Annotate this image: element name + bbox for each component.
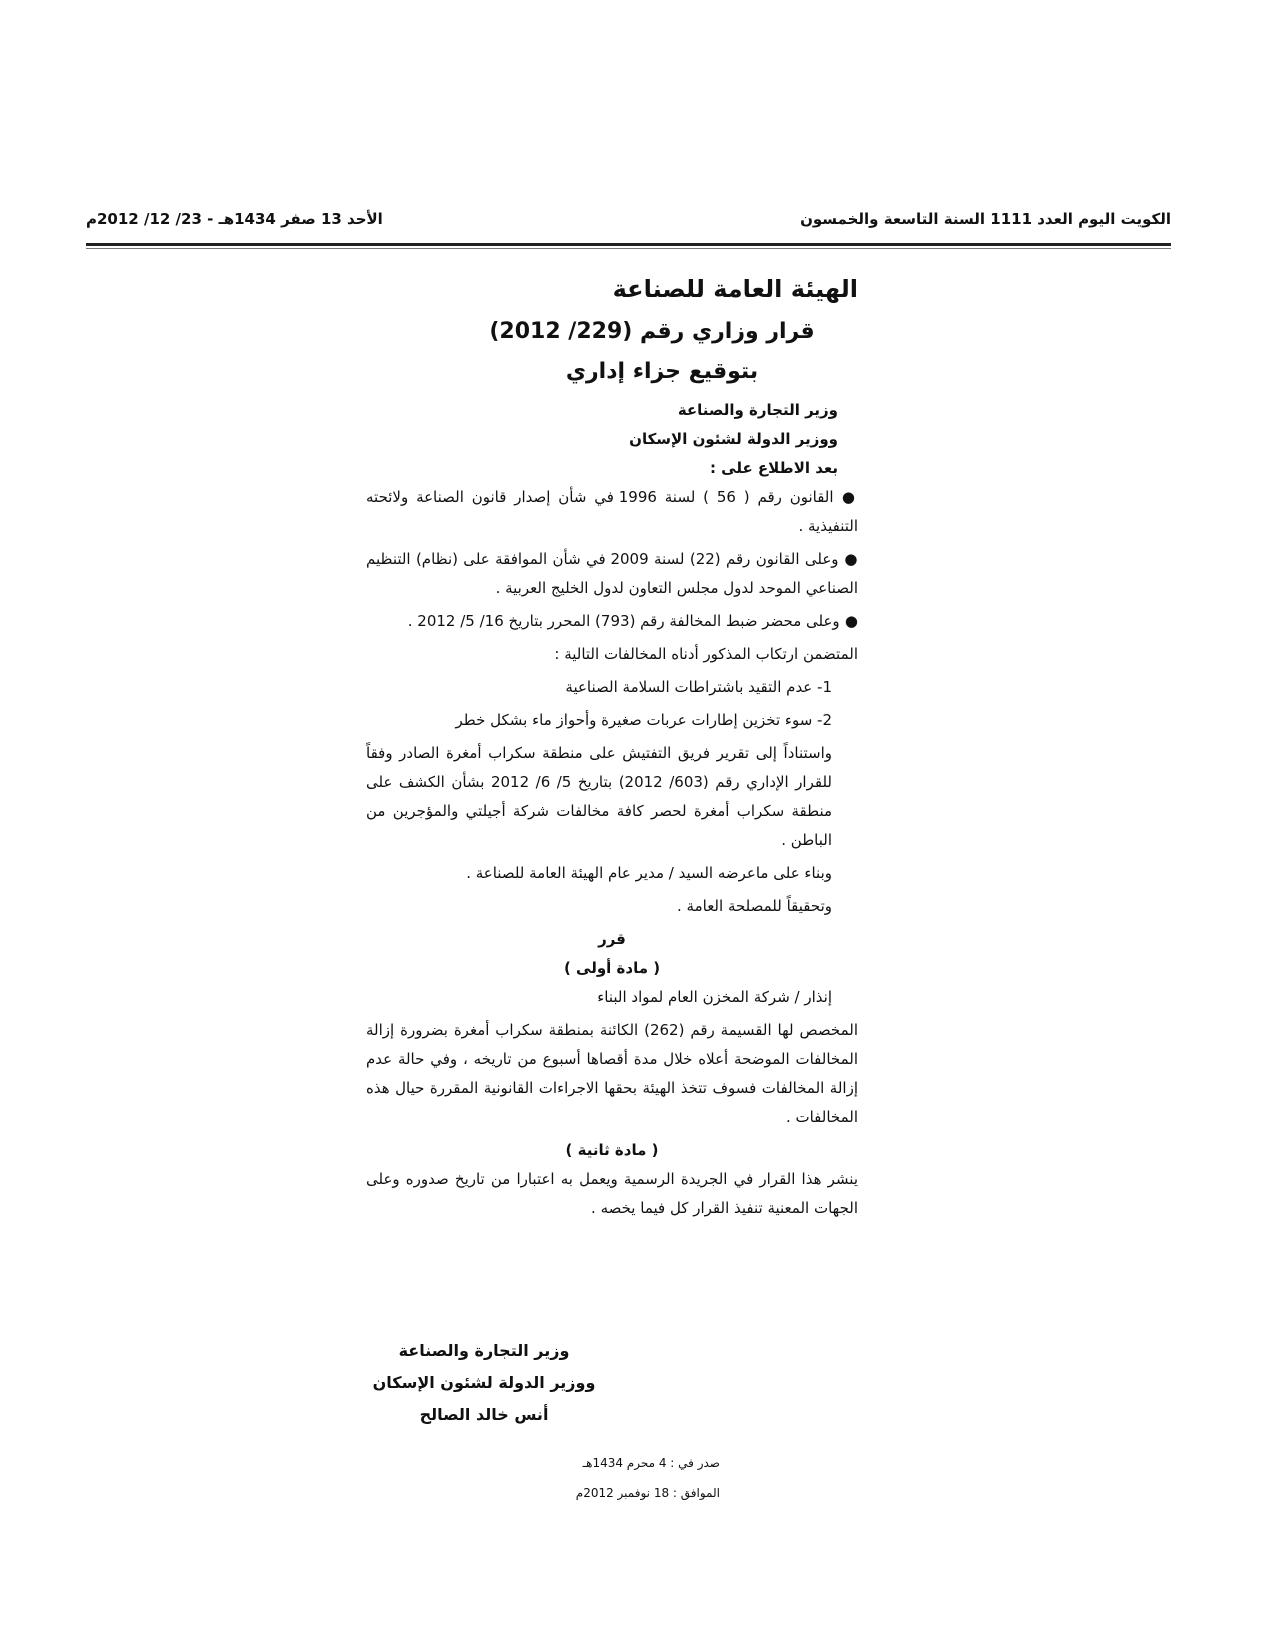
violation-item: 1- عدم التقيد باشتراطات السلامة الصناعية — [565, 678, 832, 696]
bullet-text: القانون رقم ( 56 ) لسنة 1996 في شأن إصدار قانون الصناعة ولائحته التنفيذية . — [366, 488, 858, 535]
bullet-marker: ● — [839, 612, 858, 630]
header-date: الأحد 13 صفر 1434هـ - 23/ 12/ 2012م — [86, 210, 383, 228]
paragraph-public-interest: وتحقيقاً للمصلحة العامة . — [677, 897, 832, 915]
paragraph-basis: واستناداً إلى تقرير فريق التفتيش على منطقة سكراب أمغرة الصادر وفقاً للقرار الإداري رقم (603/ 2012) بتاريخ 5/ 6/ 2012 بشأن الكشف على منطقة سكراب أمغرة لحصر كافة مخالفات شركة أجيلتي والمؤجرين من الباطن . — [366, 744, 833, 849]
bullet-item — [366, 483, 858, 541]
issued-hijri: صدر في : 4 محرم 1434هـ — [582, 1456, 720, 1470]
violation-item: 2- سوء تخزين إطارات عربات صغيرة وأحواز ماء بشكل خطر — [455, 711, 832, 729]
signature-title-2: ووزير الدولة لشئون الإسكان — [372, 1373, 596, 1392]
intro-line: ووزير الدولة لشئون الإسكان — [629, 430, 838, 448]
signature-name: أنس خالد الصالح — [419, 1405, 549, 1424]
bullet-marker: ● — [833, 488, 858, 506]
bullet-item — [366, 607, 858, 636]
article-1-body: المخصص لها القسيمة رقم (262) الكائنة بمنطقة سكراب أمغرة بضرورة إزالة المخالفات الموضحة أعلاه خلال مدة أقصاها أسبوع من تاريخه ، وفي حالة عدم إزالة المخالفات فسوف تتخذ الهيئة بحقها الاجراءات القانونية المقررة حيال هذه المخالفات . — [366, 1021, 858, 1126]
bullet-text: وعلى القانون رقم (22) لسنة 2009 في شأن الموافقة على (نظام) التنظيم الصناعي الموحد لدول مجلس التعاون لدول الخليج العربية . — [366, 550, 858, 597]
bullet-item — [366, 545, 858, 603]
signature-block — [364, 1335, 604, 1431]
intro-line: بعد الاطلاع على : — [709, 459, 838, 477]
violations-intro: المتضمن ارتكاب المذكور أدناه المخالفات التالية : — [554, 645, 858, 663]
issued-gregorian: الموافق : 18 نوفمبر 2012م — [575, 1486, 720, 1500]
issue-date-block — [500, 1448, 720, 1508]
intro-line: وزير التجارة والصناعة — [677, 401, 838, 419]
article-1-line: إنذار / شركة المخزن العام لمواد البناء — [597, 988, 832, 1006]
signature-title: وزير التجارة والصناعة — [398, 1341, 570, 1360]
decree-subtitle: بتوقيع جزاء إداري — [565, 359, 759, 384]
page-header — [86, 206, 1171, 236]
decree-title: قرار وزاري رقم (229/ 2012) — [489, 319, 815, 344]
header-rule — [86, 243, 1171, 249]
authority-name: الهيئة العامة للصناعة — [612, 275, 858, 303]
bullet-marker: ● — [838, 550, 858, 568]
article-2-body: ينشر هذا القرار في الجريدة الرسمية ويعمل به اعتبارا من تاريخ صدوره وعلى الجهات المعنية تنفيذ القرار كل فيما يخصه . — [366, 1170, 858, 1217]
article-2-heading: ( مادة ثانية ) — [565, 1141, 659, 1159]
header-issue-info: الكويت اليوم العدد 1111 السنة التاسعة والخمسون — [800, 210, 1171, 228]
bullet-text: وعلى محضر ضبط المخالفة رقم (793) المحرر بتاريخ 16/ 5/ 2012 . — [407, 612, 840, 630]
paragraph-proposal: وبناء على ماعرضه السيد / مدير عام الهيئة العامة للصناعة . — [466, 864, 832, 882]
decree-body — [366, 272, 858, 1227]
decided-heading: قرر — [598, 930, 626, 948]
article-1-heading: ( مادة أولى ) — [563, 959, 661, 977]
